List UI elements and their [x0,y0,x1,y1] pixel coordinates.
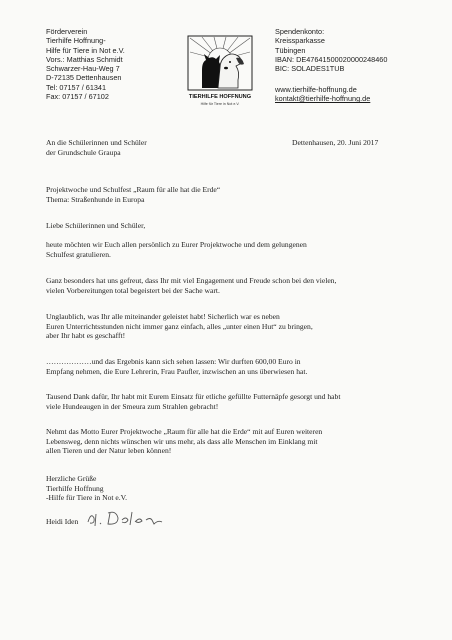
paragraph-line: Empfang nehmen, die Eure Lehrerin, Frau Paufler, inzwischen an uns überwiesen hat. [46,366,308,376]
bank-line: IBAN: DE47641500020000248460 [275,54,388,64]
bank-line: Spendenkonto: [275,27,325,36]
contact-links [275,85,370,104]
paragraph [46,357,416,376]
subject-line: Thema: Straßenhunde in Europa [46,194,145,204]
sender-line: Fax: 07157 / 67102 [46,92,109,102]
sender-line: D-72135 Dettenhausen [46,73,122,83]
sender-line: Tierhilfe Hoffnung- [46,36,106,46]
paragraph-line: aber Ihr habt es geschafft! [46,331,126,341]
paragraph-line: Nehmt das Motto Eurer Projektwoche „Raum für alle hat die Erde“ mit auf Euren weiteren [46,427,323,436]
paragraph [46,312,416,341]
sender-line: Hilfe für Tiere in Not e.V. [46,45,125,55]
closing-line: -Hilfe für Tiere in Not e.V. [46,493,128,503]
subject-line: Projektwoche und Schulfest „Raum für alle hat die Erde“ [46,185,221,194]
recipient-line: der Grundschule Graupa [46,147,121,157]
letter-date: Dettenhausen, 20. Juni 2017 [292,138,379,147]
bank-line: Kreissparkasse [275,36,325,46]
paragraph [46,240,416,259]
paragraph-line: allen Tieren und der Natur leben können! [46,446,172,456]
paragraph-line: Euren Unterrichtsstunden nicht immer ganz einfach, alles „unter einen Hut“ zu bringen, [46,321,313,331]
bank-details [275,27,387,73]
organization-logo [180,34,260,102]
salutation: Liebe Schülerinnen und Schüler, [46,221,146,230]
paragraph [46,392,416,411]
paragraph-line: Ganz besonders hat uns gefreut, dass Ihr mit viel Engagement und Freude schon bei den vielen, [46,276,337,285]
closing-line: Tierhilfe Hoffnung [46,483,104,493]
bank-line: Tübingen [275,45,306,55]
paragraph-line: Tausend Dank dafür, Ihr habt mit Eurem Einsatz für etliche gefüllte Futternäpfe gesorgt und habt [46,392,341,401]
bank-line: BIC: SOLADES1TUB [275,64,345,74]
subject [46,185,416,204]
sender-line: Förderverein [46,27,88,36]
paragraph-line: heute möchten wir Euch allen persönlich zu Eurer Projektwoche und dem gelungenen [46,240,307,249]
logo-tagline: Hilfe für Tiere in Not e.V. [200,102,240,106]
logo-wordmark: TIERHILFE HOFFNUNG [188,94,252,100]
paragraph-line: Lebensweg, denn nichts wünschen wir uns mehr, als dass alle Menschen im Einklang mit [46,436,318,446]
email-link[interactable]: kontakt@tierhilfe-hoffnung.de [275,94,371,104]
website-link[interactable]: www.tierhilfe-hoffnung.de [275,85,357,94]
sender-line: Vors.: Matthias Schmidt [46,54,123,64]
paragraph-line: Unglaublich, was Ihr alle miteinander geleistet habt! Sicherlich war es neben [46,312,280,321]
signatory-name: Heidi Iden [46,517,79,526]
paragraph [46,276,416,295]
paragraph-line: vielen Vorbereitungen total begeistert bei der Sache wart. [46,285,220,295]
paragraph-line: ………………und das Ergebnis kann sich sehen lassen: Wir durften 600,00 Euro in [46,357,301,366]
paragraph-line: Schulfest gratulieren. [46,249,111,259]
paragraph [46,427,416,456]
sender-line: Schwarzer-Hau-Weg 7 [46,64,120,74]
sender-line: Tel: 07157 / 61341 [46,82,107,92]
closing-line: Herzliche Grüße [46,474,97,483]
closing [46,474,416,503]
paragraph-line: viele Hundeaugen in der Smeura zum Strahlen gebracht! [46,401,219,411]
sender-address [46,27,125,101]
recipient-line: An die Schülerinnen und Schüler [46,138,147,147]
dog-and-cat-logo-icon [180,34,260,102]
